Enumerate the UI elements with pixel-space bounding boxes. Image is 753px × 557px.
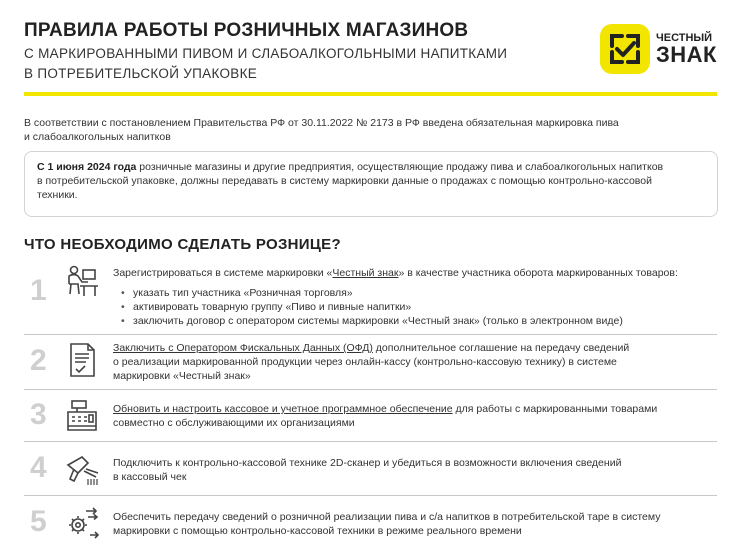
chestny-znak-link[interactable]: Честный знак xyxy=(332,267,399,279)
step-text xyxy=(113,402,713,430)
notice-line2: в потребительской упаковке, должны передавать в систему маркировки данные о продажах с помощью контрольно-кассовой xyxy=(37,175,652,187)
step-divider xyxy=(24,389,717,390)
ofd-agreement-link[interactable]: Заключить с Оператором Фискальных Данных (ОФД) xyxy=(113,342,373,354)
step-divider xyxy=(24,334,717,335)
step-number: 5 xyxy=(30,505,47,538)
step-divider xyxy=(24,495,717,496)
step-text-line2: в кассовый чек xyxy=(113,471,187,483)
update-software-link[interactable]: Обновить и настроить кассовое и учетное программное обеспечение xyxy=(113,403,453,415)
page-subtitle-line2: В ПОТРЕБИТЕЛЬСКОЙ УПАКОВКЕ xyxy=(24,66,258,81)
step-3 xyxy=(24,396,717,436)
step-text-line1: Подключить к контрольно-кассовой технике 2D-сканер и убедиться в возможности включения сведений xyxy=(113,457,622,469)
intro-text xyxy=(24,116,684,144)
step-bullet-list xyxy=(113,286,713,328)
step-number: 1 xyxy=(30,274,47,307)
person-at-computer-icon xyxy=(64,264,100,300)
step-text-line3: маркировки «Честный знак» xyxy=(113,370,251,382)
step-text xyxy=(113,266,713,328)
step-1 xyxy=(24,264,717,334)
step-4 xyxy=(24,449,717,489)
list-item: • указать тип участника «Розничная торговля» xyxy=(121,286,713,300)
step-text xyxy=(113,341,713,383)
page-subtitle-line1: С МАРКИРОВАННЫМИ ПИВОМ И СЛАБОАЛКОГОЛЬНЫМИ НАПИТКАМИ xyxy=(24,46,508,61)
logo-text-line2: ЗНАК xyxy=(656,41,717,67)
intro-line2: и слабоалкогольных напитков xyxy=(24,131,171,143)
step-5 xyxy=(24,503,717,543)
chestny-znak-logo xyxy=(600,24,717,74)
list-item: • заключить договор с оператором системы маркировки «Честный знак» (только в электронном виде) xyxy=(121,314,713,328)
step-text-line2: маркировки с помощью контрольно-кассовой техники в режиме реального времени xyxy=(113,525,522,537)
notice-date: С 1 июня 2024 года xyxy=(37,161,137,173)
step-text-post: дополнительное соглашение на передачу сведений xyxy=(372,342,630,354)
step-text-pre: Зарегистрироваться в системе маркировки « xyxy=(113,267,333,279)
cash-register-icon xyxy=(64,398,100,434)
notice-text: розничные магазины и другие предприятия, осуществляющие продажу пива и слабоалкогольных напитков xyxy=(136,161,664,173)
list-item: • активировать товарную группу «Пиво и пивные напитки» xyxy=(121,300,713,314)
step-text-post: » в качестве участника оборота маркированных товаров: xyxy=(398,267,678,279)
step-text-line1: Обеспечить передачу сведений о розничной реализации пива и с/а напитков в потребительской таре в систему xyxy=(113,511,661,523)
step-number: 3 xyxy=(30,398,47,431)
step-number: 4 xyxy=(30,451,47,484)
step-text-post: для работы с маркированными товарами xyxy=(452,403,658,415)
section-title: ЧТО НЕОБХОДИМО СДЕЛАТЬ РОЗНИЦЕ? xyxy=(24,236,341,253)
signed-document-icon xyxy=(64,342,100,378)
page-title: ПРАВИЛА РАБОТЫ РОЗНИЧНЫХ МАГАЗИНОВ xyxy=(24,20,469,41)
step-divider xyxy=(24,441,717,442)
step-text xyxy=(113,456,713,484)
header-divider xyxy=(24,92,717,96)
step-number: 2 xyxy=(30,344,47,377)
intro-line1: В соответствии с постановлением Правительства РФ от 30.11.2022 № 2173 в РФ введена обязательная маркировка пива xyxy=(24,117,619,129)
logo-text-line1: ЧЕСТНЫЙ xyxy=(656,31,713,44)
step-text-line2: совместно с обслуживающими их организациями xyxy=(113,417,355,429)
step-text xyxy=(113,510,713,538)
logo-mark-icon xyxy=(600,24,650,74)
notice-line3: техники. xyxy=(37,189,78,201)
step-text-line2: о реализации маркированной продукции через онлайн-кассу (контрольно-кассовую технику) в системе xyxy=(113,356,617,368)
barcode-scanner-icon xyxy=(64,451,100,487)
step-2 xyxy=(24,340,717,386)
notice-box xyxy=(24,151,718,217)
data-transfer-gear-icon xyxy=(64,505,100,541)
